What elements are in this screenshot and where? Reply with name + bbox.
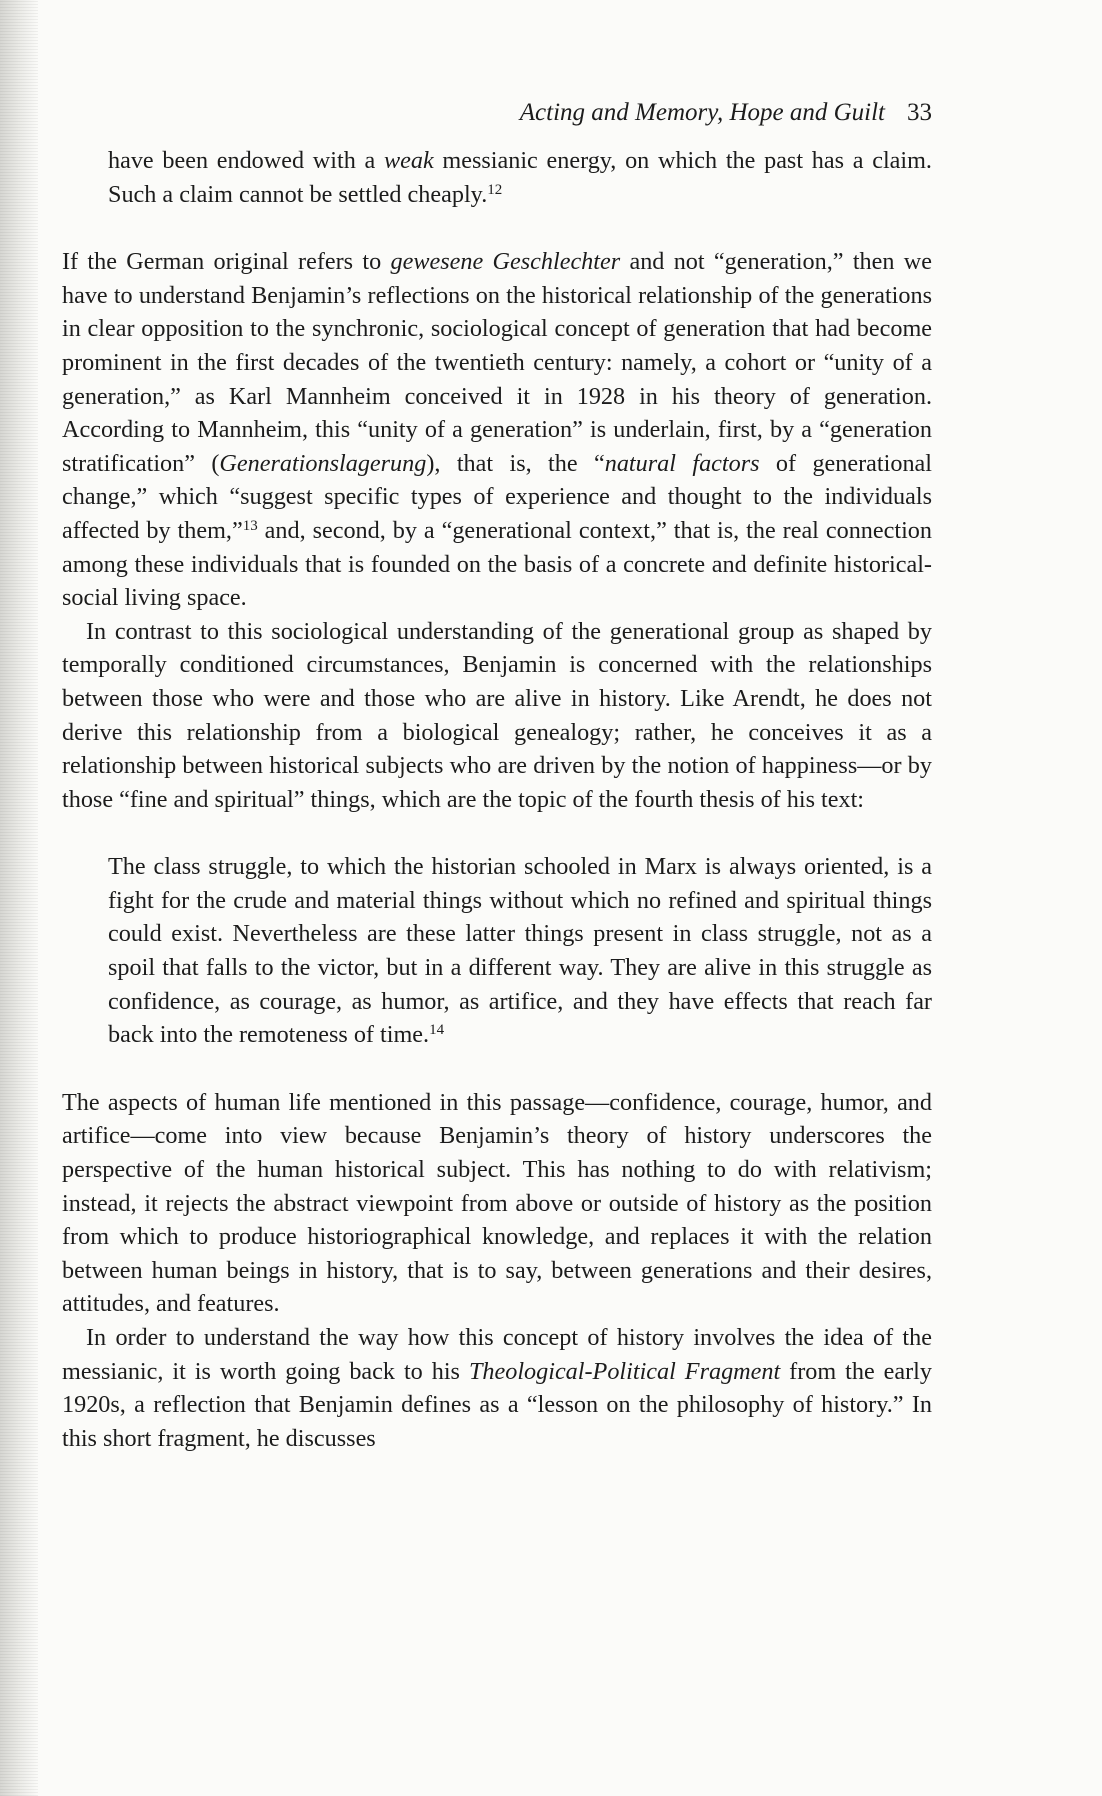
quote-text: messianic energy, on which the past has a claim. Such a claim cannot be settled cheaply. (108, 147, 932, 208)
quote-text: have been endowed with a (108, 147, 384, 174)
scan-binding-edge (0, 0, 38, 1796)
paragraph-3: The aspects of human life mentioned in this passage—confidence, courage, humor, and artifice—come into view because Benjamin’s theory of history underscores the perspective of the human historical subject. This has nothing to do with relativism; instead, it rejects the abstract viewpoint from above or outside of history as the position from which to produce historiographical knowledge, and replaces it with the relation between human beings in history, that is to say, between generations and their desires, attitudes, and features. (62, 1088, 932, 1318)
running-head (62, 96, 932, 130)
quote-emphasis: weak (383, 147, 434, 174)
block-quote-text: The class struggle, to which the historian schooled in Marx is always oriented, is a fight for the crude and material things without which no refined and spiritual things could exist. Nevertheless are these latter things present in class struggle, not as a spoil that falls to the victor, but in a different way. They are alive in this struggle as confidence, as courage, as humor, as artifice, and they have effects that reach far back into the remoteness of time. (108, 853, 932, 1049)
running-head-title: Acting and Memory, Hope and Guilt (519, 99, 885, 126)
german-term: Generationslagerung (219, 449, 427, 477)
book-page (62, 96, 932, 1455)
paragraph-1 (62, 245, 932, 615)
block-quote (108, 850, 932, 1052)
paragraph-text: ), that is, the “ (426, 449, 605, 477)
paragraph-text: In order to understand the way how this concept of history involves the idea of the messianic, it is worth going back to his (62, 1324, 932, 1385)
paragraph-text: If the German original refers to (62, 248, 391, 276)
paragraph-4 (62, 1321, 932, 1455)
paragraph-2: In contrast to this sociological understanding of the generational group as shaped by temporally conditioned circumstances, Benjamin is concerned with the relationships between those who were and those who are alive in history. Like Arendt, he does not derive this relationship from a biological genealogy; rather, he conceives it as a relationship between historical subjects who are driven by the notion of happiness—or by those “fine and spiritual” things, which are the topic of the fourth thesis of his text: (62, 617, 932, 813)
page-number: 33 (907, 99, 932, 126)
footnote-ref-14: 14 (429, 1022, 445, 1039)
quote-continuation (62, 144, 932, 211)
work-title: Theological-Political Fragment (468, 1357, 781, 1385)
paragraph-text: from the early 1920s, a reflection that Benjamin defines as a “lesson on the philosophy of history.” In this short fragment, he discusses (62, 1357, 932, 1452)
paragraph-text: and, second, by a “generational context,” that is, the real connection among these individuals that is founded on the basis of a concrete and definite historical-social living space. (62, 516, 932, 612)
footnote-ref-13: 13 (242, 517, 258, 534)
emphasis: natural factors (604, 449, 760, 477)
german-term: gewesene Geschlechter (390, 248, 621, 276)
footnote-ref-12: 12 (487, 181, 503, 198)
paragraph-text: and not “generation,” then we have to understand Benjamin’s reflections on the historical relationship of the generations in clear opposition to the synchronic, sociological concept of generation that had become prominent in the first decades of the twentieth century: namely, a cohort or “unity of a generation,” as Karl Mannheim conceived it in 1928 in his theory of generation. According to Mannheim, this “unity of a generation” is underlain, first, by a “generation stratification” ( (62, 248, 932, 477)
paragraph-text: of generational change,” which “suggest specific types of experience and thought to the individuals affected by them,” (62, 449, 933, 544)
